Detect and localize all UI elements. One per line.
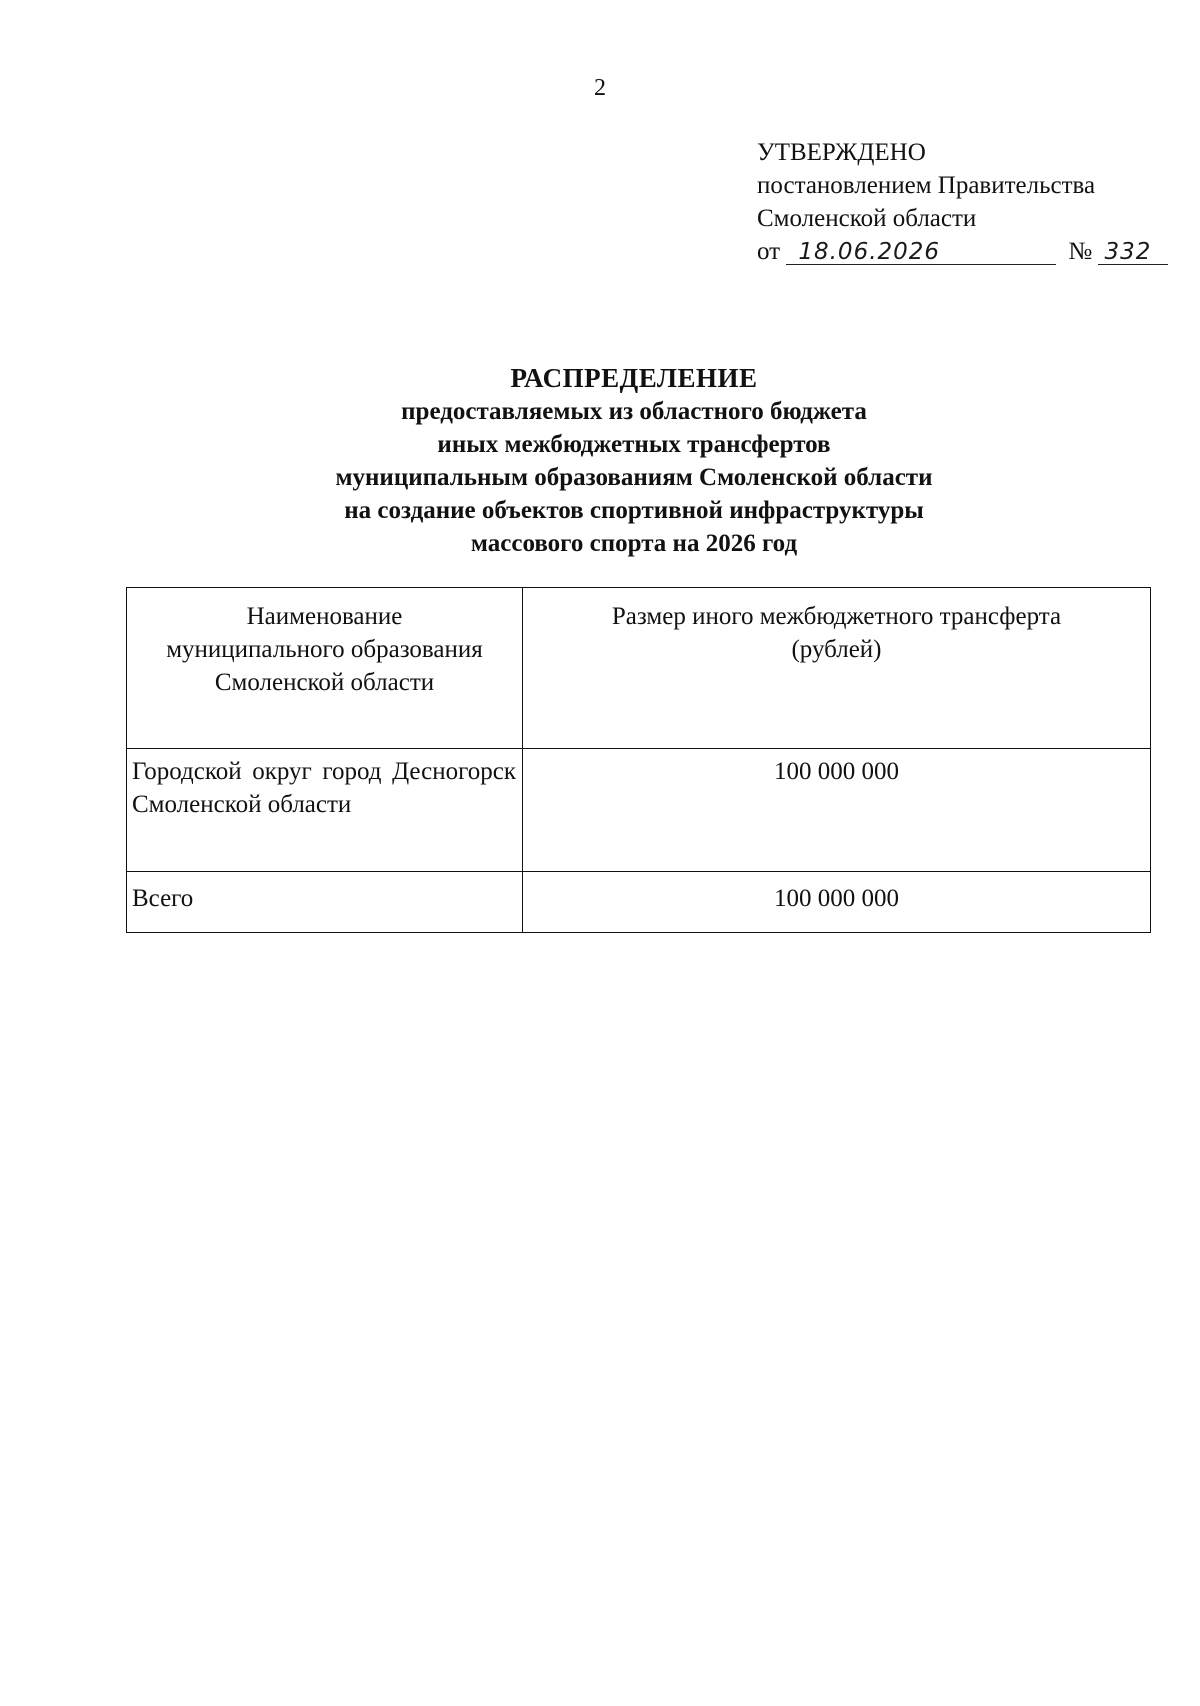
title-line-5: массового спорта на 2026 год — [470, 530, 798, 557]
header-municipality-line: муниципального образования — [166, 636, 483, 663]
table-total-row — [127, 872, 1151, 933]
total-amount: 100 000 000 — [523, 872, 1151, 933]
title-line-3: муниципальным образованиям Смоленской области — [335, 464, 933, 491]
header-municipality-line: Смоленской области — [214, 669, 435, 696]
header-amount — [523, 588, 1151, 749]
header-municipality-line: Наименование — [246, 603, 403, 630]
header-amount-line: Размер иного межбюджетного трансферта — [611, 603, 1062, 630]
title-heading: РАСПРЕДЕЛЕНИЕ — [510, 363, 758, 393]
transfer-amount: 100 000 000 — [523, 749, 1151, 872]
approval-date-line — [757, 235, 1168, 268]
page-number: 2 — [594, 75, 606, 101]
table-header-row — [127, 588, 1151, 749]
approval-heading: УТВЕРЖДЕНО — [757, 139, 926, 166]
title-line-4: на создание объектов спортивной инфраструктуры — [344, 497, 924, 524]
date-prefix: от — [757, 238, 781, 265]
approval-line-resolution: постановлением Правительства — [757, 172, 1096, 199]
title-line-2: иных межбюджетных трансфертов — [437, 431, 831, 458]
document-title — [0, 362, 1200, 560]
handwritten-number: 332 — [1098, 240, 1168, 265]
approval-line-region: Смоленской области — [757, 205, 977, 232]
number-sign: № — [1068, 238, 1093, 265]
handwritten-date: 18.06.2026 — [786, 240, 1056, 265]
approval-stamp — [757, 136, 1168, 268]
table-row — [127, 749, 1151, 872]
distribution-table — [126, 587, 1151, 933]
total-label: Всего — [127, 872, 523, 933]
header-amount-line: (рублей) — [791, 636, 882, 663]
title-line-1: предоставляемых из областного бюджета — [401, 398, 867, 425]
header-municipality — [127, 588, 523, 749]
municipality-name: Городской округ город Десногорск Смоленской области — [127, 749, 523, 872]
